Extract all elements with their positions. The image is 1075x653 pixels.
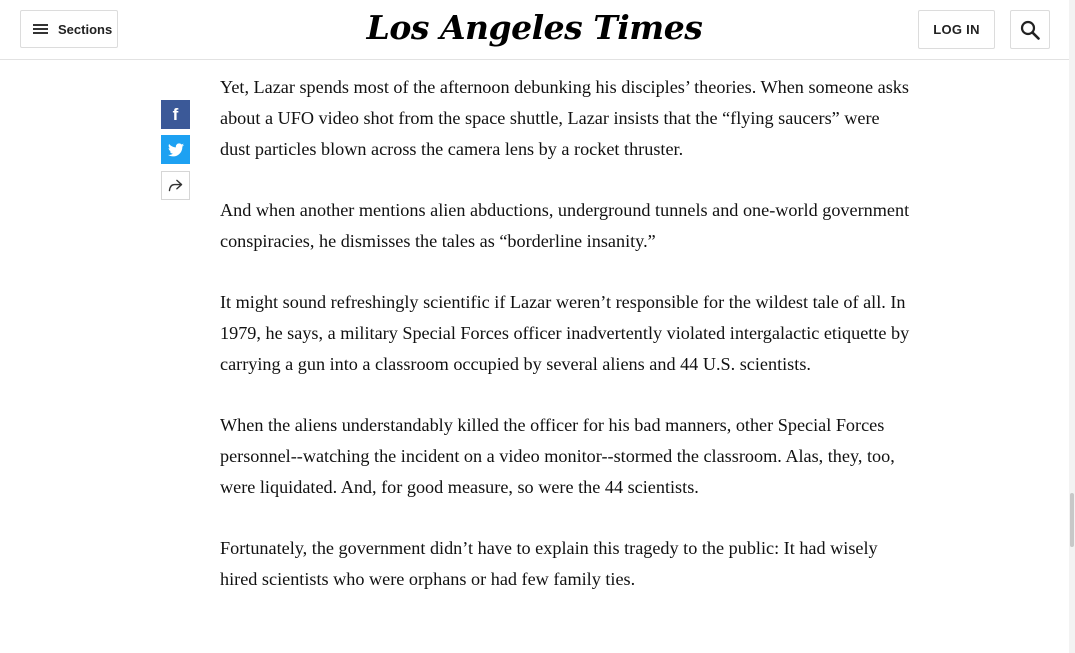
- more-share-button[interactable]: [161, 171, 190, 200]
- article-body: [220, 72, 910, 625]
- search-button[interactable]: [1010, 10, 1050, 49]
- article-paragraph: When the aliens understandably killed the officer for his bad manners, other Special Forces personnel--watching the incident on a video monitor--stormed the classroom. Alas, they, too, were liquidated. And, for good measure, so were the 44 scientists.: [220, 415, 895, 497]
- share-arrow-icon: [168, 179, 183, 192]
- site-header: [0, 0, 1069, 60]
- twitter-share-button[interactable]: [161, 135, 190, 164]
- facebook-icon: f: [172, 105, 179, 124]
- search-icon: [1020, 20, 1040, 40]
- scrollbar-thumb[interactable]: [1070, 493, 1074, 547]
- article-paragraph: And when another mentions alien abductions, underground tunnels and one-world government conspiracies, he dismisses the tales as “borderline insanity.”: [220, 200, 910, 251]
- article-paragraph: Fortunately, the government didn’t have to explain this tragedy to the public: It had wisely hired scientists who were orphans or had few family ties.: [220, 538, 878, 589]
- sections-label: Sections: [58, 21, 113, 37]
- facebook-share-button[interactable]: [161, 100, 190, 129]
- article-paragraph: It might sound refreshingly scientific if Lazar weren’t responsible for the wildest tale of all. In 1979, he says, a military Special Forces officer inadvertently violated intergalactic etiquette by carrying a gun into a classroom occupied by several aliens and 44 U.S. scientists.: [220, 292, 910, 374]
- login-button[interactable]: LOG IN: [918, 10, 995, 49]
- twitter-icon: [168, 143, 184, 157]
- article-paragraph: Yet, Lazar spends most of the afternoon debunking his disciples’ theories. When someone asks about a UFO video shot from the space shuttle, Lazar insists that the “flying saucers” were dust particles blown across the camera lens by a rocket thruster.: [220, 77, 909, 159]
- page-scrollbar[interactable]: [1069, 0, 1075, 653]
- site-logo[interactable]: Los Angeles Times: [366, 8, 703, 47]
